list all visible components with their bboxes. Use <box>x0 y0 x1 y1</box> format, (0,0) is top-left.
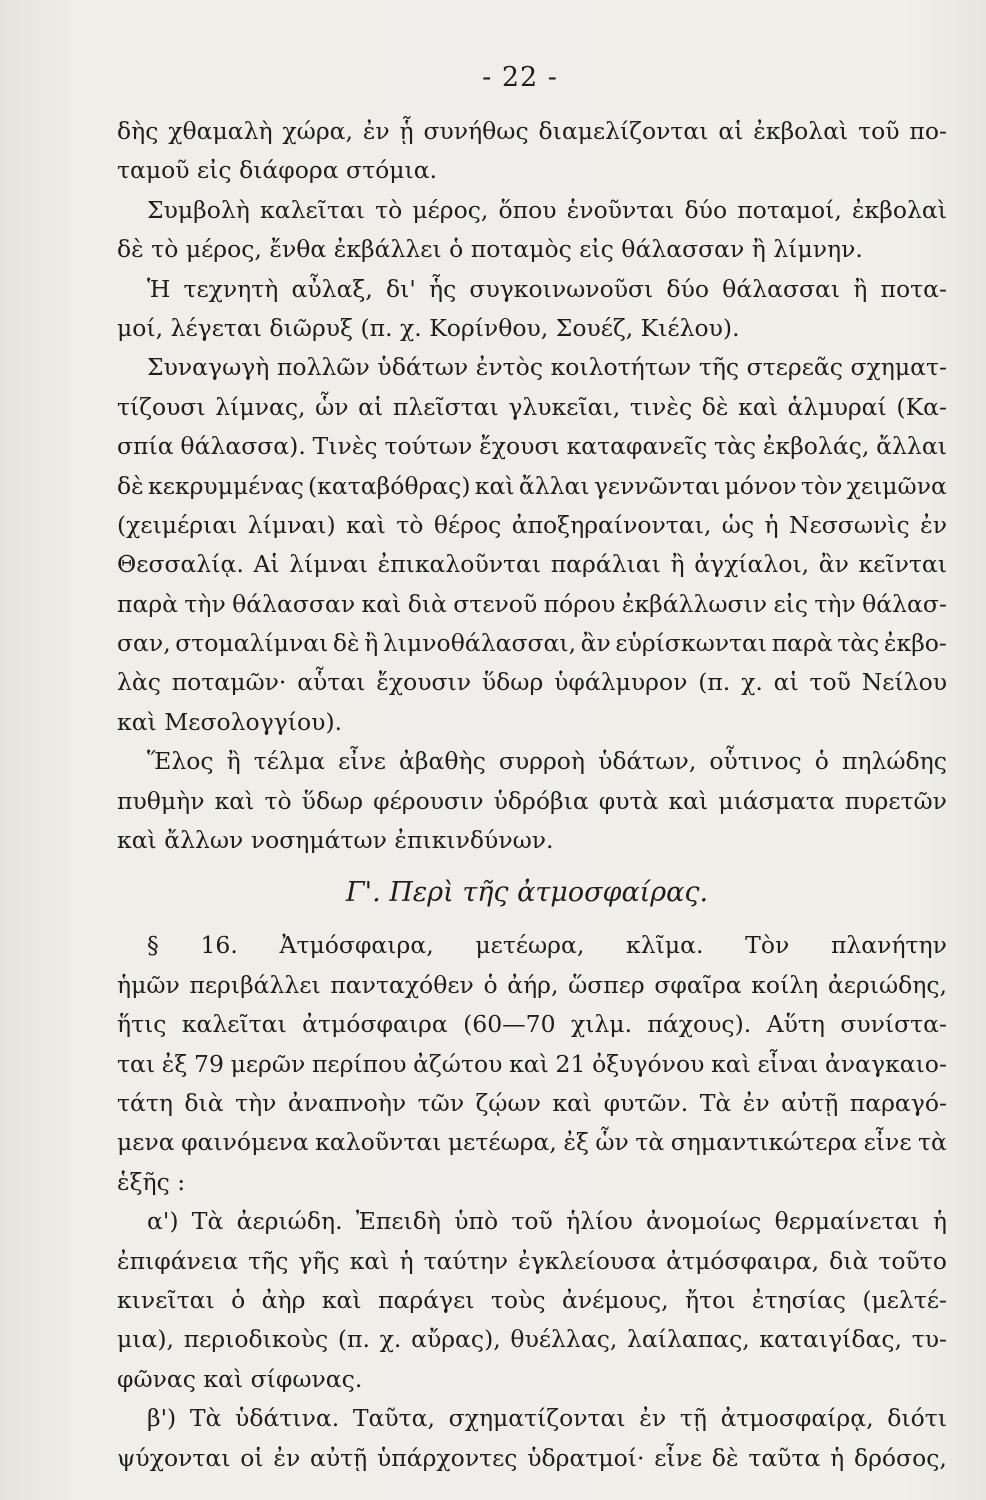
text-line: § 16. Ἀτμόσφαιρα, μετέωρα, κλῖμα. Τὸν πλανήτην <box>147 931 947 960</box>
text-line: ἑξῆς : <box>117 1167 186 1196</box>
text-line: σπία θάλασσα). Τινὲς τούτων ἔχουσι καταφανεῖς τὰς ἐκβολάς, ἄλλαι <box>117 432 947 461</box>
text-line: καὶ Μεσολογγίου). <box>117 707 343 736</box>
text-line: κινεῖται ὁ ἀὴρ καὶ παράγει τοὺς ἀνέμους, ἤτοι ἐτησίας (μελτέ- <box>117 1285 947 1314</box>
text-line: φῶνας καὶ σίφωνας. <box>117 1364 363 1393</box>
text-line: ἡμῶν περιβάλλει πανταχόθεν ὁ ἀήρ, ὥσπερ σφαῖρα κοίλη ἀεριώδης, <box>117 970 947 999</box>
text-line: ἥτις καλεῖται ἀτμόσφαιρα (60—70 χιλμ. πάχους). Αὕτη συνίστα- <box>117 1010 947 1039</box>
text-line: μενα φαινόμενα καλοῦνται μετέωρα, ἐξ ὧν τὰ σημαντικώτερα εἶνε τὰ <box>117 1128 947 1157</box>
text-line: ταμοῦ εἰς διάφορα στόμια. <box>117 156 438 185</box>
text-block-rivers-lakes <box>117 112 947 860</box>
text-line: τάτη διὰ τὴν ἀναπνοὴν τῶν ζῴων καὶ φυτῶν. Τὰ ἐν αὐτῇ παραγό- <box>117 1088 947 1117</box>
text-line: Ἕλος ἢ τέλμα εἶνε ἀβαθὴς συρροὴ ὑδάτων, οὗτινος ὁ πηλώδης <box>147 747 947 776</box>
text-line: Θεσσαλίᾳ. Αἱ λίμναι ἐπικαλοῦνται παράλιαι ἢ ἀγχίαλοι, ἂν κεῖνται <box>117 550 947 579</box>
body-text <box>117 112 947 1478</box>
text-line: τίζουσι λίμνας, ὧν αἱ πλεῖσται γλυκεῖαι, τινὲς δὲ καὶ ἁλμυραί (Κα- <box>117 392 947 421</box>
text-line: πυθμὴν καὶ τὸ ὕδωρ φέρουσιν ὑδρόβια φυτὰ καὶ μιάσματα πυρετῶν <box>117 786 947 815</box>
text-line: δὲ κεκρυμμένας (καταβόθρας) καὶ ἄλλαι γεννῶνται μόνον τὸν χειμῶνα <box>117 471 947 500</box>
text-line: δὲ τὸ μέρος, ἔνθα ἐκβάλλει ὁ ποταμὸς εἰς θάλασσαν ἢ λίμνην. <box>117 235 863 264</box>
text-line: Συναγωγὴ πολλῶν ὑδάτων ἐντὸς κοιλοτήτων τῆς στερεᾶς σχηματ- <box>147 353 947 382</box>
text-line: Ἡ τεχνητὴ αὖλαξ, δι' ἧς συγκοινωνοῦσι δύο θάλασσαι ἢ ποτα- <box>147 274 947 303</box>
text-line: μια), περιοδικοὺς (π. χ. αὔρας), θυέλλας, λαίλαπας, καταιγίδας, τυ- <box>117 1325 947 1354</box>
text-line: δὴς χθαμαλὴ χώρα, ἐν ᾗ συνήθως διαμελίζονται αἱ ἐκβολαὶ τοῦ πο- <box>117 117 947 145</box>
text-line: ἐπιφάνεια τῆς γῆς καὶ ἡ ταύτην ἐγκλείουσα ἀτμόσφαιρα, διὰ τοῦτο <box>117 1246 947 1275</box>
text-line: μοί, λέγεται διῶρυξ (π. χ. Κορίνθου, Σουέζ, Κιέλου). <box>117 313 740 342</box>
text-line: Συμβολὴ καλεῖται τὸ μέρος, ὅπου ἑνοῦνται δύο ποταμοί, ἐκβολαὶ <box>147 195 947 224</box>
text-line: β') Τὰ ὑδάτινα. Ταῦτα, σχηματίζονται ἐν τῇ ἀτμοσφαίρᾳ, διότι <box>147 1404 947 1433</box>
section-heading: Γ'. Περὶ τῆς ἀτμοσφαίρας. <box>345 877 709 909</box>
text-line: λὰς ποταμῶν· αὗται ἔχουσιν ὕδωρ ὑφάλμυρον (π. χ. αἱ τοῦ Νείλου <box>117 668 947 697</box>
text-line: καὶ ἄλλων νοσημάτων ἐπικινδύνων. <box>117 826 554 855</box>
text-line: ται ἐξ 79 μερῶν περίπου ἀζώτου καὶ 21 ὀξυγόνου καὶ εἶναι ἀναγκαιο- <box>117 1049 947 1078</box>
text-line: ψύχονται οἱ ἐν αὐτῇ ὑπάρχοντες ὑδρατμοί· εἶνε δὲ ταῦτα ἡ δρόσος, <box>117 1443 947 1472</box>
text-line: α') Τὰ ἀεριώδη. Ἐπειδὴ ὑπὸ τοῦ ἡλίου ἀνομοίως θερμαίνεται ἡ <box>147 1207 947 1236</box>
text-line: σαν, στομαλίμναι δὲ ἢ λιμνοθάλασσαι, ἂν εὑρίσκωνται παρὰ τὰς ἐκβο- <box>117 629 947 658</box>
page-number: - 22 - <box>482 62 558 93</box>
text-block-atmosphere <box>117 926 947 1477</box>
text-line: παρὰ τὴν θάλασσαν καὶ διὰ στενοῦ πόρου ἐκβάλλωσιν εἰς τὴν θάλασ- <box>117 589 947 618</box>
text-line: (χειμέριαι λίμναι) καὶ τὸ θέρος ἀποξηραίνονται, ὡς ἡ Νεσσωνὶς ἐν <box>117 510 947 539</box>
